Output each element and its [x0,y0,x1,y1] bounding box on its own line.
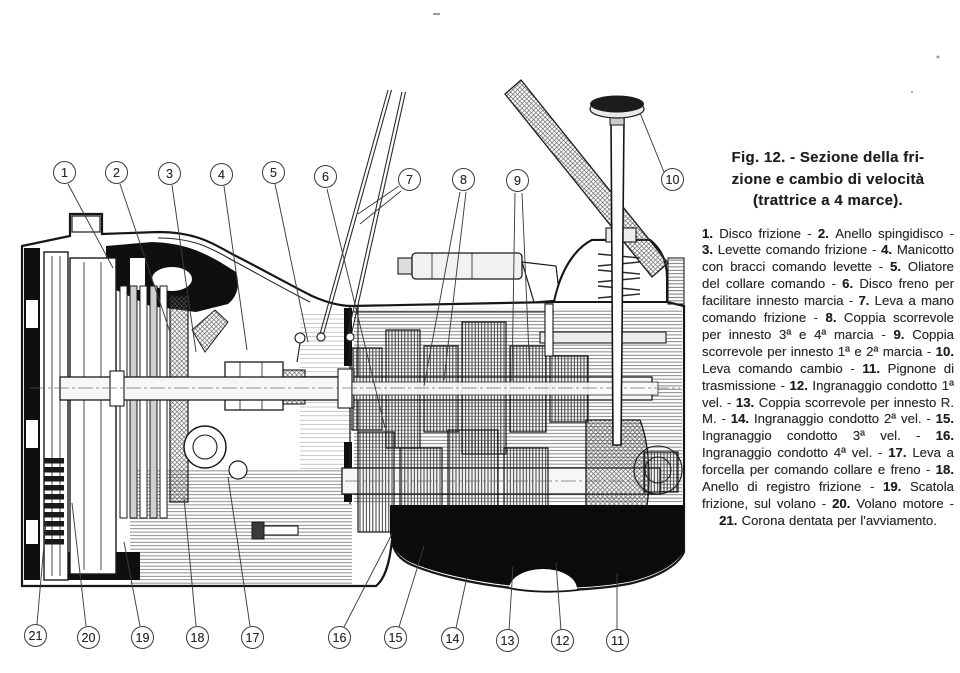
transmission-pinion [644,452,678,492]
callout-15: 15 [384,626,407,649]
callout-6: 6 [314,165,337,188]
figure-title-line1: Fig. 12. - Sezione della fri- [731,149,925,166]
callout-7: 7 [398,168,421,191]
figure-legend: 1. Disco frizione - 2. Anello spingidisco - 3. Levette comando frizione - 4. Manicotto con bracci comando levette - 5. Oliatore del collare comando - 6. Disco freno per facilitare innesto marcia - 7. Leva a mano comando frizione - 8. Coppia scorrevole per innesto 3ª e 4ª marcia - 9. Coppia scorrevole per innesto 1ª e 2ª marcia - 10. Leva comando cambio - 11. Pignone di trasmissione - 12. Ingranaggio condotto 1ª vel. - 13. Coppia scorrevole per innesto R. M. - 14. Ingranaggio condotto 2ª vel. - 15. Ingranaggio condotto 3ª vel. - 16. Ingranaggio condotto 4ª vel. - 17. Leva a forcella per comando collare e freno - 18. Anello di registro frizione - 19. Scatola frizione, sul volano - 20. Volano motore - 21. Corona dentata per l'avviamento. [702,225,955,528]
callout-17: 17 [241,626,264,649]
callout-1: 1 [53,161,76,184]
callout-20: 20 [77,626,100,649]
callout-4: 4 [210,163,233,186]
scan-specks [433,13,940,93]
callout-14: 14 [441,627,464,650]
callout-3: 3 [158,162,181,185]
callout-10: 10 [661,168,684,191]
figure-title [702,147,954,212]
figure-caption [702,147,954,530]
callout-19: 19 [131,626,154,649]
callout-8: 8 [452,168,475,191]
callout-16: 16 [328,626,351,649]
callout-9: 9 [506,169,529,192]
callout-18: 18 [186,626,209,649]
figure-title-line2: zione e cambio di velocità [731,170,925,188]
callout-11: 11 [606,629,629,652]
callout-13: 13 [496,629,519,652]
callout-21: 21 [24,624,47,647]
callout-5: 5 [262,161,285,184]
callout-12: 12 [551,629,574,652]
oil-sump [390,505,684,609]
figure-title-line3: (trattrice a 4 marce). [752,192,903,209]
callout-2: 2 [105,161,128,184]
